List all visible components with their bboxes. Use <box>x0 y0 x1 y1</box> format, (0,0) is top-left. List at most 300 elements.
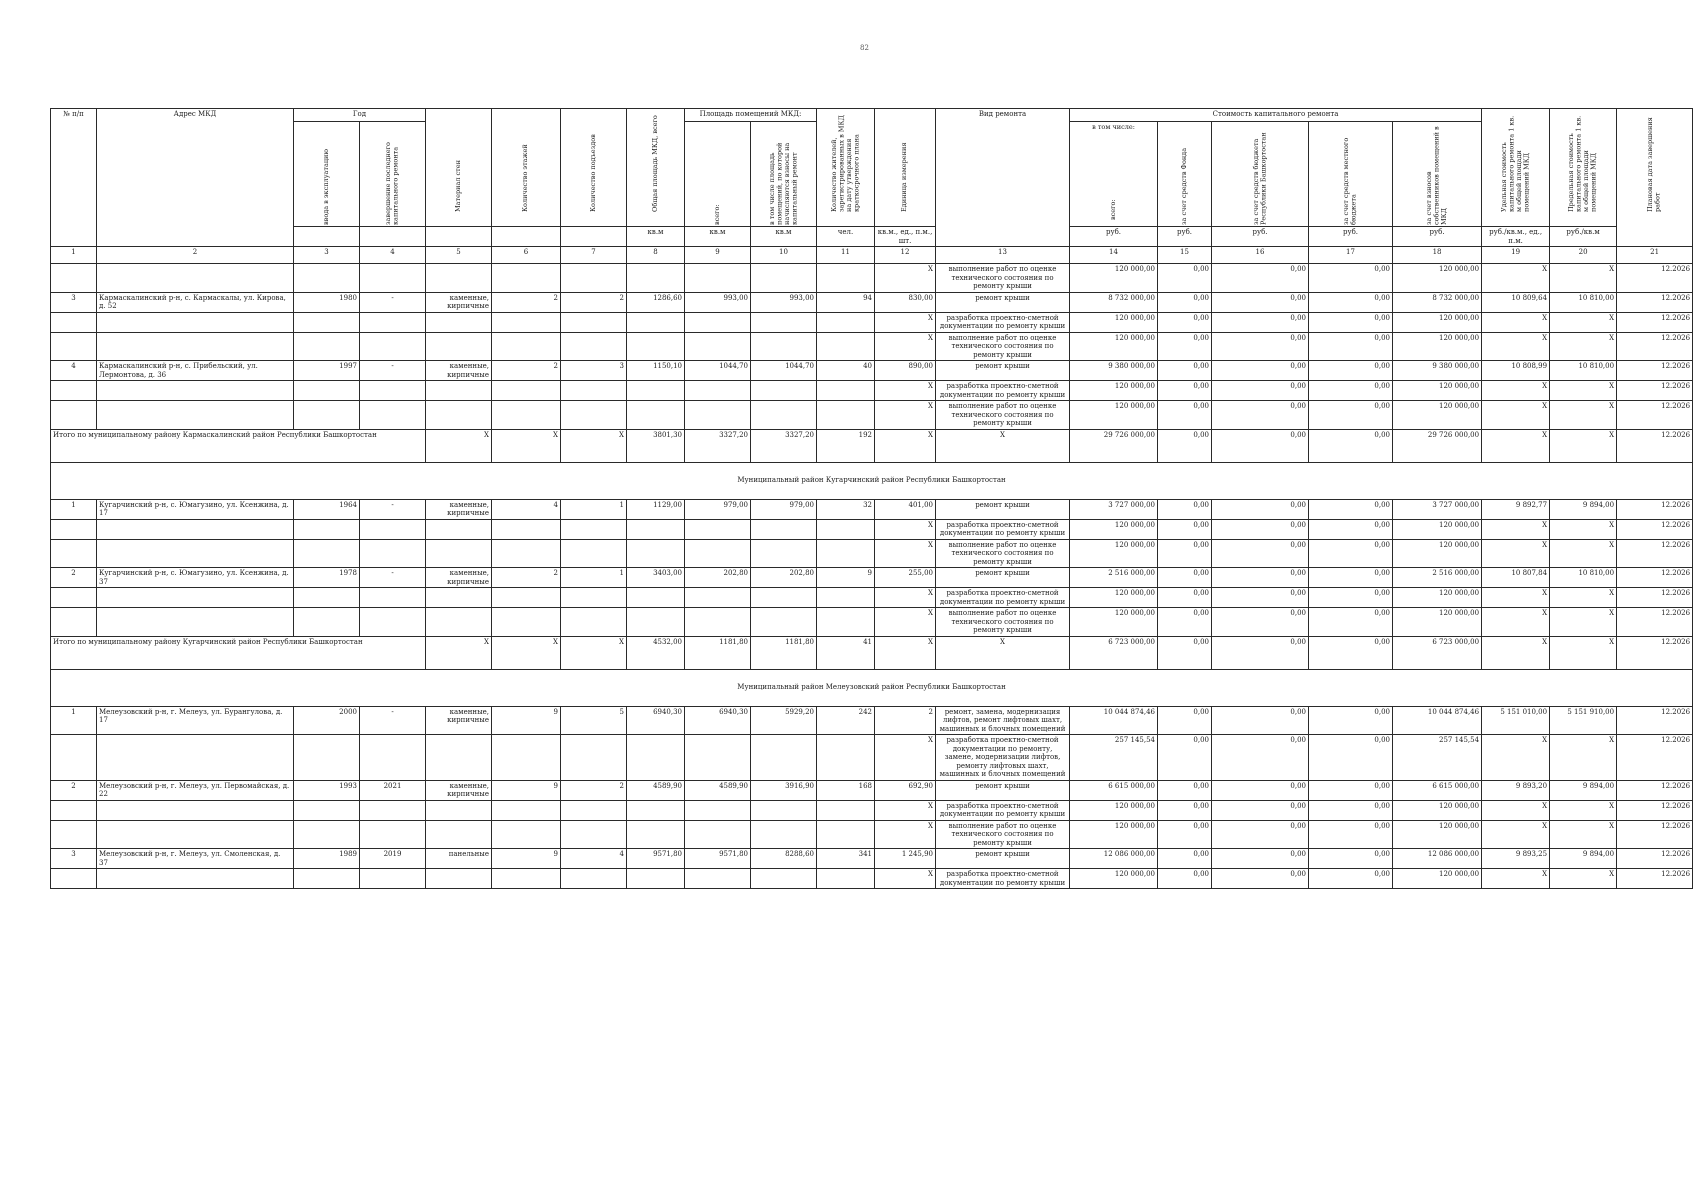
cost-republic-cell: 0,00 <box>1212 401 1309 430</box>
residents-cell: 242 <box>817 706 875 735</box>
unit-cell: кв.м <box>751 227 817 247</box>
limit-cost-cell: X <box>1550 332 1617 361</box>
area-cell: 4532,00 <box>627 636 685 669</box>
entrances-cell <box>561 800 627 820</box>
header-cost-total-text: всего: <box>1108 198 1117 220</box>
residents-cell <box>817 381 875 401</box>
cost-owners-cell: 120 000,00 <box>1393 264 1482 293</box>
repair-year-cell <box>360 312 426 332</box>
header-cost-owners <box>1393 122 1482 227</box>
premises-fund-cell: 5929,20 <box>751 706 817 735</box>
date-cell: 12.2026 <box>1617 292 1693 312</box>
unit-cost-cell: X <box>1482 429 1550 462</box>
material-cell <box>426 312 492 332</box>
table-row <box>51 332 1693 361</box>
residents-cell: 41 <box>817 636 875 669</box>
repair-year-cell <box>360 539 426 568</box>
cost-republic-cell: 0,00 <box>1212 869 1309 889</box>
material-cell: каменные, кирпичные <box>426 499 492 519</box>
repair-year-cell <box>360 519 426 539</box>
floors-cell <box>492 820 561 849</box>
cost-republic-cell: 0,00 <box>1212 588 1309 608</box>
limit-cost-cell: 10 810,00 <box>1550 361 1617 381</box>
premises-cell: 4589,90 <box>685 780 751 800</box>
premises-cell: 993,00 <box>685 292 751 312</box>
repair-year-cell <box>360 869 426 889</box>
entrances-cell <box>561 519 627 539</box>
unit-cost-cell: X <box>1482 264 1550 293</box>
row-number: 1 <box>51 499 97 519</box>
column-number: 9 <box>685 247 751 264</box>
material-cell <box>426 519 492 539</box>
floors-cell <box>492 519 561 539</box>
residents-cell <box>817 539 875 568</box>
cost-fund-cell: 0,00 <box>1158 588 1212 608</box>
entrances-cell: 3 <box>561 361 627 381</box>
cost-owners-cell: 120 000,00 <box>1393 401 1482 430</box>
material-cell <box>426 539 492 568</box>
area-cell: 9571,80 <box>627 849 685 869</box>
year-cell <box>294 312 360 332</box>
premises-fund-cell <box>751 539 817 568</box>
row-number <box>51 608 97 637</box>
cost-total-cell: 2 516 000,00 <box>1070 568 1158 588</box>
cost-local-cell: 0,00 <box>1309 636 1393 669</box>
header-residents <box>817 109 875 227</box>
work-type-cell: X <box>936 636 1070 669</box>
cost-fund-cell: 0,00 <box>1158 869 1212 889</box>
cost-owners-cell: 8 732 000,00 <box>1393 292 1482 312</box>
cost-local-cell: 0,00 <box>1309 800 1393 820</box>
row-number <box>51 381 97 401</box>
table-row <box>51 735 1693 781</box>
material-cell: X <box>426 429 492 462</box>
header-deadline-text: Плановая дата завершения работ <box>1646 117 1662 212</box>
header-unit-cost-text: Удельная стоимость капитального ремонта 1 кв. м общей площади помещений МКД <box>1499 115 1531 212</box>
work-type-cell: ремонт крыши <box>936 499 1070 519</box>
unit-cost-cell: X <box>1482 401 1550 430</box>
date-cell: 12.2026 <box>1617 735 1693 781</box>
premises-cell <box>685 401 751 430</box>
premises-fund-cell: 1044,70 <box>751 361 817 381</box>
header-deadline <box>1617 109 1693 247</box>
year-cell <box>294 869 360 889</box>
repair-year-cell: - <box>360 361 426 381</box>
total-label: Итого по муниципальному району Кугарчинский район Республики Башкортостан <box>51 636 426 669</box>
cost-fund-cell: 0,00 <box>1158 401 1212 430</box>
limit-cost-cell: X <box>1550 588 1617 608</box>
floors-cell <box>492 401 561 430</box>
column-number: 18 <box>1393 247 1482 264</box>
header-total-area <box>627 109 685 227</box>
unit-cell <box>426 227 492 247</box>
unit-cell: руб. <box>1212 227 1309 247</box>
premises-fund-cell: 3327,20 <box>751 429 817 462</box>
limit-cost-cell: X <box>1550 800 1617 820</box>
header-cost-fund <box>1158 122 1212 227</box>
residents-cell: 192 <box>817 429 875 462</box>
cost-local-cell: 0,00 <box>1309 361 1393 381</box>
premises-cell <box>685 869 751 889</box>
work-type-cell: X <box>936 429 1070 462</box>
work-type-cell: ремонт крыши <box>936 361 1070 381</box>
work-type-cell: разработка проектно-сметной документации по ремонту крыши <box>936 800 1070 820</box>
cost-owners-cell: 120 000,00 <box>1393 332 1482 361</box>
quantity-cell: 890,00 <box>875 361 936 381</box>
work-type-cell: ремонт крыши <box>936 780 1070 800</box>
work-type-cell: разработка проектно-сметной документации по ремонту крыши <box>936 381 1070 401</box>
work-type-cell: выполнение работ по оценке технического состояния по ремонту крыши <box>936 401 1070 430</box>
residents-cell: 9 <box>817 568 875 588</box>
material-cell <box>426 800 492 820</box>
premises-cell: 202,80 <box>685 568 751 588</box>
cost-owners-cell: 257 145,54 <box>1393 735 1482 781</box>
date-cell: 12.2026 <box>1617 588 1693 608</box>
unit-cost-cell: X <box>1482 539 1550 568</box>
cost-total-cell: 29 726 000,00 <box>1070 429 1158 462</box>
row-number: 3 <box>51 292 97 312</box>
premises-fund-cell <box>751 869 817 889</box>
premises-cell <box>685 588 751 608</box>
year-cell: 1997 <box>294 361 360 381</box>
cost-local-cell: 0,00 <box>1309 869 1393 889</box>
year-cell: 1978 <box>294 568 360 588</box>
premises-fund-cell <box>751 588 817 608</box>
cost-fund-cell: 0,00 <box>1158 849 1212 869</box>
residents-cell <box>817 820 875 849</box>
unit-cost-cell: 10 809,64 <box>1482 292 1550 312</box>
date-cell: 12.2026 <box>1617 499 1693 519</box>
premises-fund-cell: 202,80 <box>751 568 817 588</box>
premises-cell <box>685 381 751 401</box>
premises-cell <box>685 539 751 568</box>
material-cell: каменные, кирпичные <box>426 706 492 735</box>
date-cell: 12.2026 <box>1617 401 1693 430</box>
quantity-cell: X <box>875 264 936 293</box>
premises-fund-cell <box>751 332 817 361</box>
date-cell: 12.2026 <box>1617 539 1693 568</box>
limit-cost-cell: 9 894,00 <box>1550 499 1617 519</box>
column-numbers-row <box>51 247 1693 264</box>
cost-fund-cell: 0,00 <box>1158 499 1212 519</box>
quantity-cell: X <box>875 608 936 637</box>
material-cell: X <box>426 636 492 669</box>
residents-cell <box>817 588 875 608</box>
area-cell: 3403,00 <box>627 568 685 588</box>
header-year-group: Год <box>294 109 426 122</box>
residents-cell <box>817 608 875 637</box>
area-cell <box>627 608 685 637</box>
date-cell: 12.2026 <box>1617 636 1693 669</box>
row-number: 4 <box>51 361 97 381</box>
unit-cost-cell: 9 892,77 <box>1482 499 1550 519</box>
table-header <box>51 109 1693 247</box>
floors-cell: 2 <box>492 361 561 381</box>
column-number: 15 <box>1158 247 1212 264</box>
cost-local-cell: 0,00 <box>1309 706 1393 735</box>
header-premises-fund-text: в том числе площадь помещений, по которой начисляются взносы на капитальный ремонт <box>767 142 799 225</box>
cost-owners-cell: 120 000,00 <box>1393 381 1482 401</box>
limit-cost-cell: X <box>1550 869 1617 889</box>
unit-cell: руб./кв.м., ед., п.м. <box>1482 227 1550 247</box>
quantity-cell: X <box>875 869 936 889</box>
residents-cell: 32 <box>817 499 875 519</box>
column-number: 11 <box>817 247 875 264</box>
floors-cell <box>492 312 561 332</box>
row-number <box>51 735 97 781</box>
limit-cost-cell: X <box>1550 401 1617 430</box>
repair-year-cell: - <box>360 706 426 735</box>
material-cell <box>426 820 492 849</box>
premises-cell <box>685 332 751 361</box>
entrances-cell: X <box>561 429 627 462</box>
header-cost-group-text: Стоимость капитального ремонта <box>1212 110 1339 118</box>
repair-year-cell <box>360 735 426 781</box>
entrances-cell <box>561 381 627 401</box>
quantity-cell: X <box>875 636 936 669</box>
limit-cost-cell: X <box>1550 735 1617 781</box>
quantity-cell: 401,00 <box>875 499 936 519</box>
quantity-cell: X <box>875 539 936 568</box>
address-cell <box>97 519 294 539</box>
work-type-cell: выполнение работ по оценке технического состояния по ремонту крыши <box>936 539 1070 568</box>
floors-cell <box>492 381 561 401</box>
year-cell <box>294 519 360 539</box>
header-cost-republic-text: за счет средств бюджета Республики Башкортостан <box>1251 132 1268 225</box>
material-cell <box>426 401 492 430</box>
entrances-cell <box>561 264 627 293</box>
material-cell: каменные, кирпичные <box>426 361 492 381</box>
cost-fund-cell: 0,00 <box>1158 735 1212 781</box>
table-row <box>51 361 1693 381</box>
repair-year-cell <box>360 332 426 361</box>
unit-cell <box>561 227 627 247</box>
unit-cost-cell: X <box>1482 800 1550 820</box>
entrances-cell: 5 <box>561 706 627 735</box>
year-cell <box>294 735 360 781</box>
premises-cell: 1181,80 <box>685 636 751 669</box>
date-cell: 12.2026 <box>1617 800 1693 820</box>
date-cell: 12.2026 <box>1617 780 1693 800</box>
cost-total-cell: 120 000,00 <box>1070 401 1158 430</box>
address-cell <box>97 401 294 430</box>
address-cell <box>97 539 294 568</box>
header-cost-fund-text: за счет средств Фонда <box>1179 147 1188 225</box>
repair-year-cell: - <box>360 568 426 588</box>
column-number: 4 <box>360 247 426 264</box>
column-number: 1 <box>51 247 97 264</box>
quantity-cell: X <box>875 820 936 849</box>
table-row <box>51 312 1693 332</box>
cost-republic-cell: 0,00 <box>1212 312 1309 332</box>
date-cell: 12.2026 <box>1617 429 1693 462</box>
quantity-cell: 255,00 <box>875 568 936 588</box>
row-number <box>51 539 97 568</box>
header-cost-local <box>1309 122 1393 227</box>
unit-cost-cell: 9 893,20 <box>1482 780 1550 800</box>
unit-cost-cell: X <box>1482 588 1550 608</box>
unit-cell: кв.м <box>627 227 685 247</box>
year-cell: 1989 <box>294 849 360 869</box>
cost-local-cell: 0,00 <box>1309 264 1393 293</box>
repair-year-cell <box>360 401 426 430</box>
row-number <box>51 800 97 820</box>
table-row <box>51 292 1693 312</box>
unit-cost-cell: 10 808,99 <box>1482 361 1550 381</box>
floors-cell <box>492 869 561 889</box>
area-cell: 1129,00 <box>627 499 685 519</box>
premises-fund-cell: 979,00 <box>751 499 817 519</box>
date-cell: 12.2026 <box>1617 568 1693 588</box>
premises-cell: 6940,30 <box>685 706 751 735</box>
limit-cost-cell: 5 151 910,00 <box>1550 706 1617 735</box>
floors-cell: X <box>492 429 561 462</box>
cost-fund-cell: 0,00 <box>1158 312 1212 332</box>
table-row <box>51 588 1693 608</box>
year-cell <box>294 401 360 430</box>
cost-fund-cell: 0,00 <box>1158 568 1212 588</box>
area-cell: 1150,10 <box>627 361 685 381</box>
unit-cell: руб. <box>1070 227 1158 247</box>
entrances-cell: 4 <box>561 849 627 869</box>
table-row <box>51 519 1693 539</box>
limit-cost-cell: 10 810,00 <box>1550 568 1617 588</box>
area-cell <box>627 869 685 889</box>
cost-total-cell: 3 727 000,00 <box>1070 499 1158 519</box>
floors-cell: 9 <box>492 706 561 735</box>
table-row <box>51 264 1693 293</box>
row-number: 2 <box>51 780 97 800</box>
premises-cell: 1044,70 <box>685 361 751 381</box>
unit-cell: чел. <box>817 227 875 247</box>
premises-fund-cell <box>751 800 817 820</box>
header-limit-cost <box>1550 109 1617 227</box>
unit-cost-cell: X <box>1482 869 1550 889</box>
cost-republic-cell: 0,00 <box>1212 381 1309 401</box>
table-row <box>51 780 1693 800</box>
header-residents-text: Количество жителей, зарегистрированных в МКД на дату утверждения краткосрочного плана <box>829 115 861 212</box>
header-limit-cost-text: Предельная стоимость капитального ремонта 1 кв. м общей площади помещений МКД <box>1567 115 1598 212</box>
limit-cost-cell: X <box>1550 519 1617 539</box>
cost-local-cell: 0,00 <box>1309 735 1393 781</box>
limit-cost-cell: X <box>1550 539 1617 568</box>
work-type-cell: ремонт, замена, модернизация лифтов, ремонт лифтовых шахт, машинных и блочных помещений <box>936 706 1070 735</box>
premises-fund-cell <box>751 820 817 849</box>
material-cell: каменные, кирпичные <box>426 292 492 312</box>
cost-republic-cell: 0,00 <box>1212 800 1309 820</box>
work-type-cell: разработка проектно-сметной документации по ремонту крыши <box>936 519 1070 539</box>
cost-total-cell: 120 000,00 <box>1070 539 1158 568</box>
column-number: 5 <box>426 247 492 264</box>
unit-cost-cell: X <box>1482 312 1550 332</box>
row-number <box>51 264 97 293</box>
floors-cell: 4 <box>492 499 561 519</box>
address-cell: Кармаскалинский р-н, с. Кармаскалы, ул. Кирова, д. 52 <box>97 292 294 312</box>
material-cell <box>426 588 492 608</box>
header-year-commission-text: ввода в эксплуатацию <box>321 148 330 225</box>
section-header-row <box>51 669 1693 706</box>
year-cell <box>294 800 360 820</box>
repair-year-cell <box>360 800 426 820</box>
material-cell <box>426 264 492 293</box>
repair-year-cell <box>360 588 426 608</box>
floors-cell: X <box>492 636 561 669</box>
floors-cell: 2 <box>492 292 561 312</box>
address-cell: Мелеузовский р-н, г. Мелеуз, ул. Бурангулова, д. 17 <box>97 706 294 735</box>
table-row <box>51 820 1693 849</box>
table-row <box>51 800 1693 820</box>
column-number: 8 <box>627 247 685 264</box>
floors-cell <box>492 608 561 637</box>
row-number <box>51 588 97 608</box>
area-cell <box>627 539 685 568</box>
entrances-cell <box>561 539 627 568</box>
premises-cell <box>685 312 751 332</box>
table-row <box>51 381 1693 401</box>
address-cell: Мелеузовский р-н, г. Мелеуз, ул. Первомайская, д. 22 <box>97 780 294 800</box>
cost-republic-cell: 0,00 <box>1212 539 1309 568</box>
quantity-cell: X <box>875 332 936 361</box>
year-cell <box>294 332 360 361</box>
cost-owners-cell: 6 723 000,00 <box>1393 636 1482 669</box>
floors-cell: 9 <box>492 849 561 869</box>
area-cell <box>627 519 685 539</box>
cost-local-cell: 0,00 <box>1309 849 1393 869</box>
cost-total-cell: 120 000,00 <box>1070 332 1158 361</box>
quantity-cell: X <box>875 401 936 430</box>
work-type-cell: выполнение работ по оценке технического состояния по ремонту крыши <box>936 332 1070 361</box>
quantity-cell: X <box>875 429 936 462</box>
date-cell: 12.2026 <box>1617 608 1693 637</box>
date-cell: 12.2026 <box>1617 519 1693 539</box>
year-cell: 1964 <box>294 499 360 519</box>
cost-total-cell: 120 000,00 <box>1070 519 1158 539</box>
premises-cell: 9571,80 <box>685 849 751 869</box>
unit-cell <box>360 227 426 247</box>
repair-year-cell: - <box>360 499 426 519</box>
address-cell <box>97 312 294 332</box>
unit-cell: руб. <box>1393 227 1482 247</box>
residents-cell: 40 <box>817 361 875 381</box>
header-cost-local-text: за счет средств местного бюджета <box>1342 137 1358 225</box>
limit-cost-cell: 9 894,00 <box>1550 849 1617 869</box>
date-cell: 12.2026 <box>1617 381 1693 401</box>
quantity-cell: 692,90 <box>875 780 936 800</box>
date-cell: 12.2026 <box>1617 264 1693 293</box>
date-cell: 12.2026 <box>1617 869 1693 889</box>
repair-year-cell <box>360 608 426 637</box>
column-number: 21 <box>1617 247 1693 264</box>
table-row <box>51 706 1693 735</box>
cost-owners-cell: 6 615 000,00 <box>1393 780 1482 800</box>
cost-fund-cell: 0,00 <box>1158 539 1212 568</box>
cost-fund-cell: 0,00 <box>1158 706 1212 735</box>
limit-cost-cell: X <box>1550 264 1617 293</box>
residents-cell <box>817 264 875 293</box>
work-type-cell: ремонт крыши <box>936 568 1070 588</box>
cost-republic-cell: 0,00 <box>1212 499 1309 519</box>
work-type-cell: разработка проектно-сметной документации по ремонту крыши <box>936 312 1070 332</box>
cost-owners-cell: 120 000,00 <box>1393 312 1482 332</box>
cost-republic-cell: 0,00 <box>1212 849 1309 869</box>
quantity-cell: X <box>875 588 936 608</box>
premises-fund-cell: 993,00 <box>751 292 817 312</box>
entrances-cell <box>561 588 627 608</box>
premises-fund-cell <box>751 735 817 781</box>
entrances-cell: X <box>561 636 627 669</box>
cost-republic-cell: 0,00 <box>1212 780 1309 800</box>
cost-total-cell: 120 000,00 <box>1070 264 1158 293</box>
